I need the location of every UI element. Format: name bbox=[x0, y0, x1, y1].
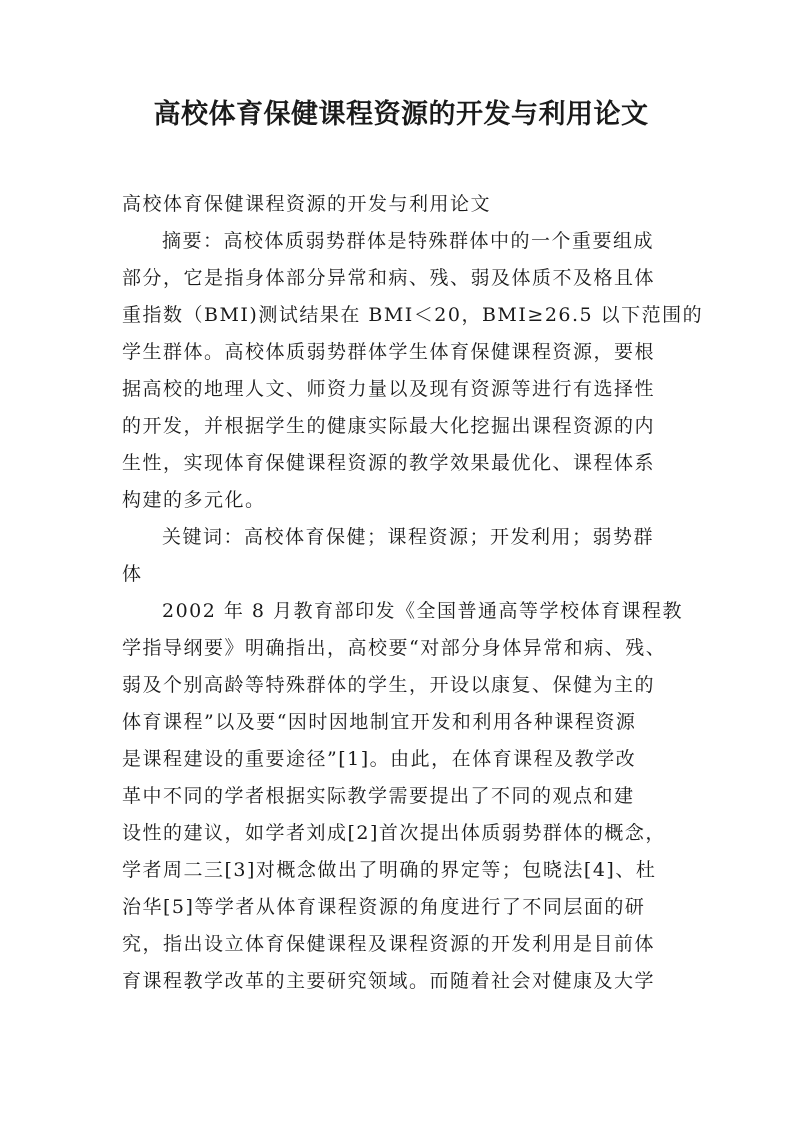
abstract-line: 的开发，并根据学生的健康实际最大化挖掘出课程资源的内 bbox=[122, 415, 656, 437]
abstract-line: 学生群体。高校体质弱势群体学生体育保健课程资源，要根 bbox=[122, 341, 656, 363]
keywords-line: 体 bbox=[122, 563, 143, 585]
body-line: 设性的建议，如学者刘成[2]首次提出体质弱势群体的概念， bbox=[122, 822, 666, 844]
body-line: 是课程建设的重要途径”[1]。由此，在体育课程及教学改 bbox=[122, 748, 637, 770]
abstract-paragraph bbox=[122, 223, 704, 519]
abstract-line: 构建的多元化。 bbox=[122, 489, 266, 511]
body-line: 究，指出设立体育保健课程及课程资源的开发利用是目前体 bbox=[122, 933, 656, 955]
abstract-line: 重指数（BMI)测试结果在 BMI＜20，BMI≥26.5 以下范围的 bbox=[122, 304, 704, 326]
body-line: 治华[5]等学者从体育课程资源的角度进行了不同层面的研 bbox=[122, 896, 646, 918]
body-line: 育课程教学改革的主要研究领域。而随着社会对健康及大学 bbox=[122, 970, 656, 992]
abstract-line: 摘要：高校体质弱势群体是特殊群体中的一个重要组成 bbox=[162, 230, 655, 252]
body-line: 学者周二三[3]对概念做出了明确的界定等；包晓法[4]、杜 bbox=[122, 859, 657, 881]
keywords-line: 关键词：高校体育保健；课程资源；开发利用；弱势群 bbox=[162, 526, 655, 548]
body-line: 2002 年 8 月教育部印发《全国普通高等学校体育课程教 bbox=[162, 600, 684, 622]
body-line: 体育课程”以及要“因时因地制宜开发和利用各种课程资源 bbox=[122, 711, 637, 733]
subtitle: 高校体育保健课程资源的开发与利用论文 bbox=[122, 193, 492, 215]
body-paragraph bbox=[122, 593, 684, 1000]
abstract-line: 生性，实现体育保健课程资源的教学效果最优化、课程体系 bbox=[122, 452, 656, 474]
body-line: 革中不同的学者根据实际教学需要提出了不同的观点和建 bbox=[122, 785, 635, 807]
body-line: 学指导纲要》明确指出，高校要“对部分身体异常和病、残、 bbox=[122, 637, 667, 659]
body-line: 弱及个别高龄等特殊群体的学生，开设以康复、保健为主的 bbox=[122, 674, 656, 696]
document-title: 高校体育保健课程资源的开发与利用论文 bbox=[153, 99, 649, 130]
abstract-line: 据高校的地理人文、师资力量以及现有资源等进行有选择性 bbox=[122, 378, 656, 400]
abstract-line: 部分，它是指身体部分异常和病、残、弱及体质不及格且体 bbox=[122, 267, 656, 289]
keywords-paragraph bbox=[122, 519, 680, 593]
